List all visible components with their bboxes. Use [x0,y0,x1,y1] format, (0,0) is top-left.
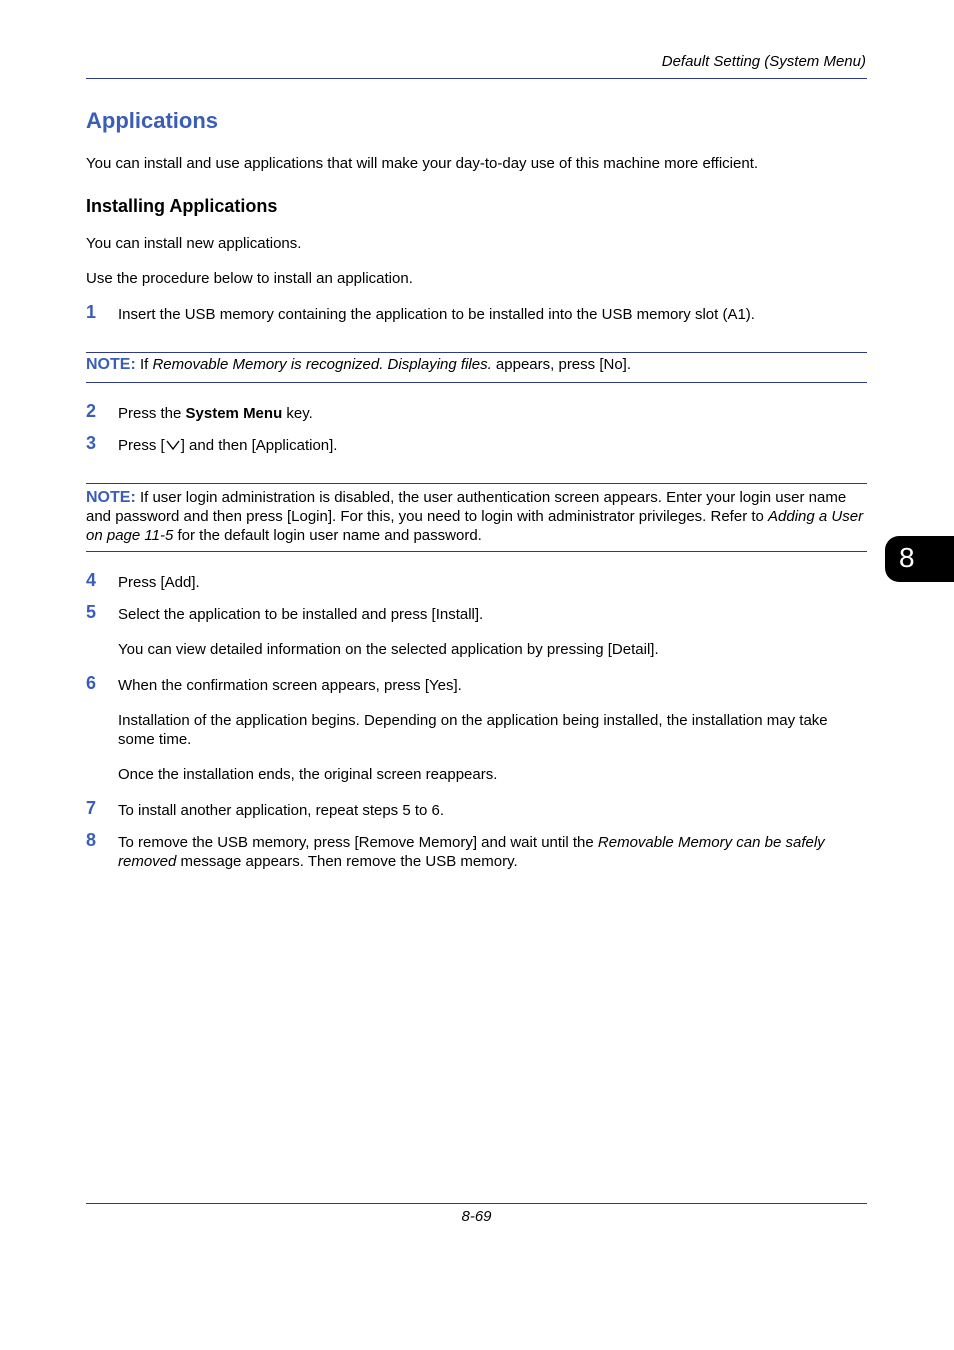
step-detail: Installation of the application begins. Depending on the application being installed, the installation may take some time. [118,712,828,748]
note-rule-top [86,483,867,484]
step-italic-text: Removable Memory can be safely removed [118,834,825,870]
step-text: When the confirmation screen appears, press [Yes]. [118,677,462,694]
paragraph-2: Use the procedure below to install an application. [86,270,413,287]
step-text [118,833,868,871]
note-label: NOTE: [86,356,136,373]
running-header: Default Setting (System Menu) [661,53,866,70]
note-text: If [135,356,153,373]
step-text [118,436,868,455]
step-number: 7 [86,798,97,818]
chapter-tab[interactable] [885,536,954,582]
down-chevron-icon [165,439,181,451]
note-text: for the default login user name and password. [173,527,482,544]
header-rule [86,78,867,79]
note-rule-top [86,352,867,353]
note-label: NOTE: [86,489,136,506]
step-detail: You can view detailed information on the selected application by pressing [Detail]. [118,641,659,658]
step-number: 6 [86,673,97,693]
step-number: 3 [86,433,97,453]
note-2 [86,488,866,545]
system-menu-key-label: System Menu [185,405,283,422]
step-number: 2 [86,401,97,421]
intro-paragraph: You can install and use applications that will make your day-to-day use of this machine more efficient. [86,155,759,172]
step-text-part: Press [ [118,437,165,454]
step-text-part: ] and then [Application]. [180,437,338,454]
step-text: Insert the USB memory containing the application to be installed into the USB memory slot (A1). [118,306,755,323]
page-title: Applications [86,108,219,133]
step-text: Select the application to be installed and press [Install]. [118,606,484,623]
step-number: 4 [86,570,97,590]
step-text: Press [Add]. [118,574,200,591]
step-detail: Once the installation ends, the original screen reappears. [118,766,498,783]
step-number: 1 [86,302,97,322]
section-heading: Installing Applications [86,196,278,216]
footer-rule [86,1203,867,1204]
note-rule-bottom [86,551,867,552]
step-number: 5 [86,602,97,622]
step-text [118,404,868,423]
step-text-part: Press the [118,405,186,422]
chapter-number: 8 [899,542,915,573]
note-1 [86,355,866,374]
page-number: 8-69 [461,1208,492,1225]
step-text-part: To remove the USB memory, press [Remove Memory] and wait until the [118,834,598,851]
step-text-part: message appears. Then remove the USB memory. [176,853,518,870]
paragraph-1: You can install new applications. [86,235,302,252]
note-text: If user login administration is disabled, the user authentication screen appears. Enter your login user name and password and then press [Login]. For this, you need to login with administrator privileges. Refer to [86,489,847,525]
note-text: appears, press [No]. [491,356,631,373]
step-text: To install another application, repeat steps 5 to 6. [118,802,445,819]
note-italic-text: Removable Memory is recognized. Displaying files. [152,356,492,373]
cross-reference-link[interactable]: Adding a User on page 11-5 [86,508,864,544]
note-rule-bottom [86,382,867,383]
step-number: 8 [86,830,97,850]
step-text-part: key. [282,405,313,422]
